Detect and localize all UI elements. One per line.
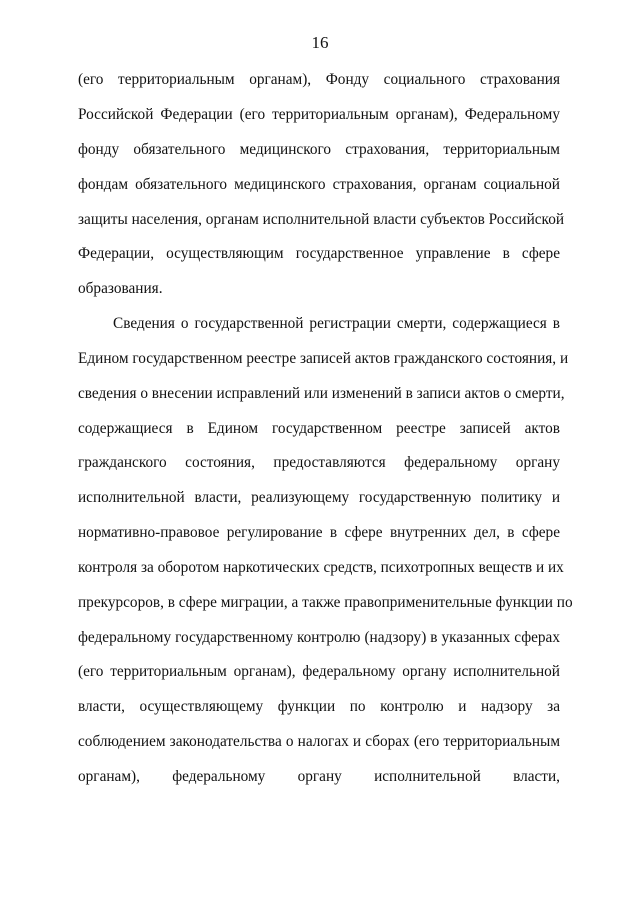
paragraph-2-line-1: Сведения о государственной регистрации смерти, содержащиеся в	[113, 315, 560, 332]
paragraph-1-line-5: защиты населения, органам исполнительной власти субъектов Российской	[78, 211, 565, 228]
paragraph-2-line-5: гражданского состояния, предоставляются федеральному органу	[78, 454, 560, 471]
paragraph-2-line-2: Едином государственном реестре записей актов гражданского состояния, и	[78, 350, 569, 367]
paragraph-2-line-9: прекурсоров, в сфере миграции, а также правоприменительные функции по	[78, 594, 573, 611]
paragraph-2-line-6: исполнительной власти, реализующему государственную политику и	[78, 489, 560, 506]
paragraph-2-line-11: (его территориальным органам), федеральному органу исполнительной	[78, 663, 560, 680]
paragraph-2-line-10: федеральному государственному контролю (надзору) в указанных сферах	[78, 629, 560, 646]
paragraph-2-line-8: контроля за оборотом наркотических средств, психотропных веществ и их	[78, 559, 564, 576]
paragraph-1-line-2: Российской Федерации (его территориальным органам), Федеральному	[78, 106, 560, 123]
paragraph-2-line-3: сведения о внесении исправлений или изменений в записи актов о смерти,	[78, 385, 565, 402]
paragraph-1-line-7: образования.	[78, 280, 163, 297]
paragraph-1-line-1: (его территориальным органам), Фонду социального страхования	[78, 71, 560, 88]
paragraph-1-line-4: фондам обязательного медицинского страхования, органам социальной	[78, 176, 560, 193]
page-number: 16	[311, 33, 329, 52]
paragraph-2-line-4: содержащиеся в Едином государственном реестре записей актов	[78, 420, 560, 437]
paragraph-1-line-6: Федерации, осуществляющим государственное управление в сфере	[78, 245, 560, 262]
paragraph-2-line-7: нормативно-правовое регулирование в сфере внутренних дел, в сфере	[78, 524, 560, 541]
paragraph-1-line-3: фонду обязательного медицинского страхования, территориальным	[78, 141, 560, 158]
paragraph-2-line-12: власти, осуществляющему функции по контролю и надзору за	[78, 698, 560, 715]
paragraph-2-line-14: органам), федеральному органу исполнительной власти,	[78, 768, 560, 785]
paragraph-2-line-13: соблюдением законодательства о налогах и сборах (его территориальным	[78, 733, 560, 750]
